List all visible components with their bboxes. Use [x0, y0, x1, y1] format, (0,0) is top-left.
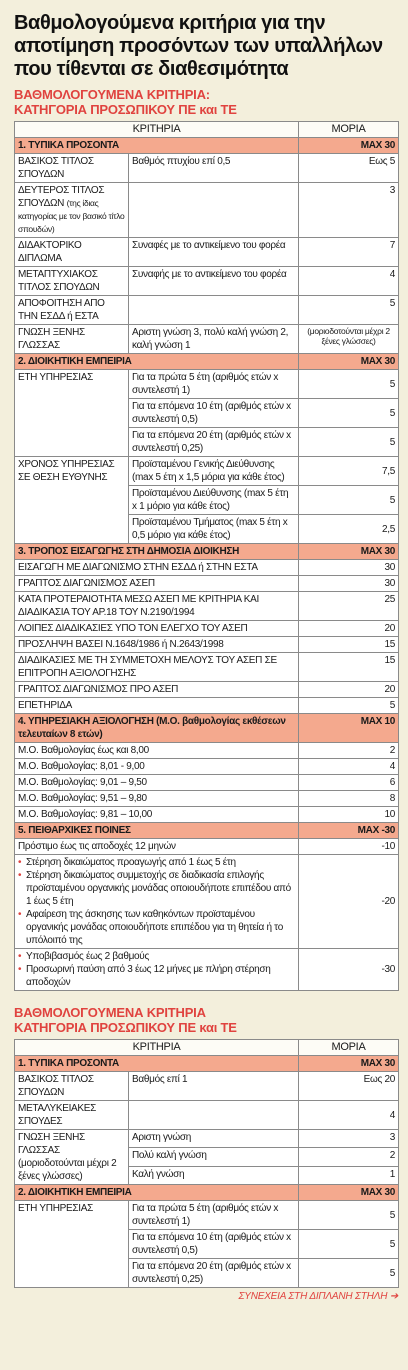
row-description: Για τα επόμενα 20 έτη (αριθμός ετών x συντελεστή 0,25) [129, 428, 299, 457]
row-points: 7 [299, 238, 399, 267]
category-title: 2. ΔΙΟΙΚΗΤΙΚΗ ΕΜΠΕΙΡΙΑ [15, 1185, 299, 1201]
row-label: ΓΝΩΣΗ ΞΕΝΗΣ ΓΛΩΣΣΑΣ [15, 325, 129, 354]
table2-heading [14, 1005, 398, 1035]
row-label: Μ.Ο. Βαθμολογίας: 9,51 – 9,80 [15, 791, 299, 807]
table1-heading-line1: ΒΑΘΜΟΛΟΓΟΥΜΕΝΑ ΚΡΙΤΗΡΙΑ: [14, 87, 210, 102]
penalty-item: • Προσωρινή παύση από 3 έως 12 μήνες με πλήρη στέρηση αποδοχών [18, 963, 295, 989]
row-label [15, 183, 129, 238]
row-label: ΛΟΙΠΕΣ ΔΙΑΔΙΚΑΣΙΕΣ ΥΠΟ ΤΟΝ ΕΛΕΓΧΟ ΤΟΥ ΑΣΕΠ [15, 621, 299, 637]
table2-heading-line1: ΒΑΘΜΟΛΟΓΟΥΜΕΝΑ ΚΡΙΤΗΡΙΑ [14, 1005, 206, 1020]
row-label: ΒΑΣΙΚΟΣ ΤΙΤΛΟΣ ΣΠΟΥΔΩΝ [15, 1072, 129, 1101]
row-points: Εως 5 [299, 154, 399, 183]
category-max: MAX 30 [299, 354, 399, 370]
row-description: Για τα επόμενα 20 έτη (αριθμός ετών x συντελεστή 0,25) [129, 1259, 299, 1288]
row-points: (μοριοδοτούνται μέχρι 2 ξένες γλώσσες) [299, 325, 399, 354]
table-row [15, 457, 399, 486]
category-row [15, 1056, 399, 1072]
category-title: 1. ΤΥΠΙΚΑ ΠΡΟΣΟΝΤΑ [15, 138, 299, 154]
row-label: ΔΙΑΔΙΚΑΣΙΕΣ ΜΕ ΤΗ ΣΥΜΜΕΤΟΧΗ ΜΕΛΟΥΣ ΤΟΥ ΑΣΕΠ ΣΕ ΕΠΙΤΡΟΠΗ ΑΞΙΟΛΟΓΗΣΗΣ [15, 653, 299, 682]
row-description: Βαθμός επί 1 [129, 1072, 299, 1101]
category-title: 5. ΠΕΙΘΑΡΧΙΚΕΣ ΠΟΙΝΕΣ [15, 823, 299, 839]
penalty-item: • Υποβιβασμός έως 2 βαθμούς [18, 950, 295, 963]
row-description [129, 296, 299, 325]
row-points: 5 [299, 1201, 399, 1230]
row-points: 5 [299, 486, 399, 515]
row-points: 1 [299, 1166, 399, 1184]
table-row [15, 621, 399, 637]
table-row [15, 1130, 399, 1148]
category-max: MAX 30 [299, 544, 399, 560]
category-title: 3. ΤΡΟΠΟΣ ΕΙΣΑΓΩΓΗΣ ΣΤΗ ΔΗΜΟΣΙΑ ΔΙΟΙΚΗΣΗ [15, 544, 299, 560]
table-row [15, 698, 399, 714]
criteria-table-1 [14, 121, 399, 991]
category-row [15, 823, 399, 839]
row-label: Μ.Ο. Βαθμολογίας: 9,81 – 10,00 [15, 807, 299, 823]
category-row [15, 714, 399, 743]
row-description: Προϊσταμένου Τμήματος (max 5 έτη x 0,5 μόριο για κάθε έτος) [129, 515, 299, 544]
row-label: ΚΑΤΑ ΠΡΟΤΕΡΑΙΟΤΗΤΑ ΜΕΣΩ ΑΣΕΠ ΜΕ ΚΡΙΤΗΡΙΑ ΚΑΙ ΔΙΑΔΙΚΑΣΙΑ ΤΟΥ ΑΡ.18 ΤΟΥ Ν.2190/1994 [15, 592, 299, 621]
category-max: MAX 30 [299, 1056, 399, 1072]
category-row [15, 354, 399, 370]
row-label-text: ΔΕΥΤΕΡΟΣ ΤΙΤΛΟΣ ΣΠΟΥΔΩΝ [18, 185, 105, 209]
table-row [15, 807, 399, 823]
row-points: 4 [299, 759, 399, 775]
category-row [15, 544, 399, 560]
table-row [15, 1101, 399, 1130]
row-label: ΧΡΟΝΟΣ ΥΠΗΡΕΣΙΑΣ ΣΕ ΘΕΣΗ ΕΥΘΥΝΗΣ [15, 457, 129, 544]
row-points: 7,5 [299, 457, 399, 486]
row-label: ΜΕΤΑΛΥΚΕΙΑΚΕΣ ΣΠΟΥΔΕΣ [15, 1101, 129, 1130]
row-points: 3 [299, 1130, 399, 1148]
row-label: ΠΡΟΣΛΗΨΗ ΒΑΣΕΙ Ν.1648/1986 ή Ν.2643/1998 [15, 637, 299, 653]
col-criteria-header: ΚΡΙΤΗΡΙΑ [15, 1040, 299, 1056]
row-label: ΔΙΔΑΚΤΟΡΙΚΟ ΔΙΠΛΩΜΑ [15, 238, 129, 267]
row-description [129, 183, 299, 238]
row-note: (μοριοδοτούνται μέχρι 2 ξένες γλώσσες) [18, 1158, 117, 1182]
row-points: 4 [299, 1101, 399, 1130]
row-label: Μ.Ο. Βαθμολογίας: 8,01 - 9,00 [15, 759, 299, 775]
category-max: MAX -30 [299, 823, 399, 839]
category-row [15, 138, 399, 154]
row-label: ΓΡΑΠΤΟΣ ΔΙΑΓΩΝΙΣΜΟΣ ΑΣΕΠ [15, 576, 299, 592]
category-title: 1. ΤΥΠΙΚΑ ΠΡΟΣΟΝΤΑ [15, 1056, 299, 1072]
row-points: -30 [299, 949, 399, 991]
table2-heading-line2: ΚΑΤΗΓΟΡΙΑ ΠΡΟΣΩΠΙΚΟΥ ΠΕ και ΤΕ [14, 1020, 237, 1035]
row-points: 15 [299, 653, 399, 682]
row-points: 8 [299, 791, 399, 807]
row-description: Βαθμός πτυχίου επί 0,5 [129, 154, 299, 183]
table-row [15, 759, 399, 775]
row-description: Συναφής με το αντικείμενο του φορέα [129, 267, 299, 296]
table1-heading-line2: ΚΑΤΗΓΟΡΙΑ ΠΡΟΣΩΠΙΚΟΥ ΠΕ και ΤΕ [14, 102, 237, 117]
category-max: MAX 10 [299, 714, 399, 743]
row-points: 20 [299, 621, 399, 637]
row-label: ΕΙΣΑΓΩΓΗ ΜΕ ΔΙΑΓΩΝΙΣΜΟ ΣΤΗΝ ΕΣΔΔ ή ΣΤΗΝ ΕΣΤΑ [15, 560, 299, 576]
row-description: Για τα επόμενα 10 έτη (αριθμός ετών x συντελεστή 0,5) [129, 399, 299, 428]
row-points: 5 [299, 428, 399, 457]
row-label: ΒΑΣΙΚΟΣ ΤΙΤΛΟΣ ΣΠΟΥΔΩΝ [15, 154, 129, 183]
table-row [15, 653, 399, 682]
row-points: 10 [299, 807, 399, 823]
penalty-item: • Στέρηση δικαιώματος συμμετοχής σε διαδικασία επιλογής προϊσταμένου οργανικής μονάδας οποιουδήποτε επιπέδου από 1 έως 5 έτη [18, 869, 295, 908]
row-description: Αριστη γνώση [129, 1130, 299, 1148]
row-points: 20 [299, 682, 399, 698]
continue-link[interactable]: ΣΥΝΕΧΕΙΑ ΣΤΗ ΔΙΠΛΑΝΗ ΣΤΗΛΗ ➔ [238, 1291, 398, 1302]
table-row [15, 855, 399, 949]
row-label: Μ.Ο. Βαθμολογίας: 9,01 – 9,50 [15, 775, 299, 791]
table-row [15, 949, 399, 991]
table-row [15, 183, 399, 238]
row-description: Για τα πρώτα 5 έτη (αριθμός ετών x συντελεστή 1) [129, 1201, 299, 1230]
table-row [15, 576, 399, 592]
row-points: 15 [299, 637, 399, 653]
row-label: ΓΡΑΠΤΟΣ ΔΙΑΓΩΝΙΣΜΟΣ ΠΡΟ ΑΣΕΠ [15, 682, 299, 698]
page-title: Βαθμολογούμενα κριτήρια για την αποτίμηση προσόντων των υπαλλήλων που τίθενται σε διαθεσιμότητα [14, 12, 383, 80]
category-title: 2. ΔΙΟΙΚΗΤΙΚΗ ΕΜΠΕΙΡΙΑ [15, 354, 299, 370]
row-description: Καλή γνώση [129, 1166, 299, 1184]
table-row [15, 560, 399, 576]
row-points: 5 [299, 399, 399, 428]
category-max: MAX 30 [299, 138, 399, 154]
category-max: MAX 30 [299, 1185, 399, 1201]
category-title: 4. ΥΠΗΡΕΣΙΑΚΗ ΑΞΙΟΛΟΓΗΣΗ (Μ.Ο. βαθμολογίας εκθέσεων τελευταίων 8 ετών) [15, 714, 299, 743]
col-points-header: ΜΟΡΙΑ [299, 122, 399, 138]
table-row [15, 839, 399, 855]
row-points: 25 [299, 592, 399, 621]
row-points: 2 [299, 743, 399, 759]
row-description: Για τα πρώτα 5 έτη (αριθμός ετών x συντελεστή 1) [129, 370, 299, 399]
row-note: (της ίδιας κατηγορίας με τον βασικό τίτλο σπουδών) [18, 198, 125, 234]
row-label: Μ.Ο. Βαθμολογίας έως και 8,00 [15, 743, 299, 759]
table-row [15, 637, 399, 653]
row-description: Προϊσταμένου Διεύθυνσης (max 5 έτη x 1 μόριο για κάθε έτος) [129, 486, 299, 515]
table-row [15, 791, 399, 807]
row-label: Πρόστιμο έως τις αποδοχές 12 μηνών [15, 839, 299, 855]
table-row [15, 1072, 399, 1101]
row-points: 6 [299, 775, 399, 791]
table-row [15, 325, 399, 354]
col-criteria-header: ΚΡΙΤΗΡΙΑ [15, 122, 299, 138]
row-label-text: ΓΝΩΣΗ ΞΕΝΗΣ ΓΛΩΣΣΑΣ [18, 1132, 85, 1156]
table-row [15, 370, 399, 399]
col-points-header: ΜΟΡΙΑ [299, 1040, 399, 1056]
table-header-row [15, 1040, 399, 1056]
row-points: 30 [299, 560, 399, 576]
table-row [15, 238, 399, 267]
row-description: Προϊσταμένου Γενικής Διεύθυνσης (max 5 έτη x 1,5 μόρια για κάθε έτος) [129, 457, 299, 486]
article [14, 12, 398, 1302]
row-points: 5 [299, 1230, 399, 1259]
table-row [15, 296, 399, 325]
row-points: -20 [299, 855, 399, 949]
row-description: Για τα επόμενα 10 έτη (αριθμός ετών x συντελεστή 0,5) [129, 1230, 299, 1259]
row-label: ΕΠΕΤΗΡΙΔΑ [15, 698, 299, 714]
row-description [129, 1101, 299, 1130]
table-row [15, 682, 399, 698]
row-points: 2,5 [299, 515, 399, 544]
table-row [15, 154, 399, 183]
table1-heading [14, 87, 398, 117]
row-points: Εως 20 [299, 1072, 399, 1101]
row-points: 2 [299, 1148, 399, 1166]
row-points: 3 [299, 183, 399, 238]
row-label: ΜΕΤΑΠΤΥΧΙΑΚΟΣ ΤΙΤΛΟΣ ΣΠΟΥΔΩΝ [15, 267, 129, 296]
penalty-item: • Αφαίρεση της άσκησης των καθηκόντων προϊσταμένου οργανικής μονάδας οποιουδήποτε επιπέδου για τη θητεία ή το υπόλοιπό της [18, 908, 295, 947]
row-points: 5 [299, 698, 399, 714]
row-points: 30 [299, 576, 399, 592]
row-label [15, 1130, 129, 1185]
table-row [15, 1201, 399, 1230]
row-description: Αριστη γνώση 3, πολύ καλή γνώση 2, καλή γνώση 1 [129, 325, 299, 354]
table-row [15, 592, 399, 621]
table-row [15, 743, 399, 759]
penalty-list [15, 949, 299, 991]
row-points: 5 [299, 296, 399, 325]
row-label: ΕΤΗ ΥΠΗΡΕΣΙΑΣ [15, 370, 129, 457]
category-row [15, 1185, 399, 1201]
row-label: ΑΠΟΦΟΙΤΗΣΗ ΑΠΟ ΤΗΝ ΕΣΔΔ ή ΕΣΤΑ [15, 296, 129, 325]
row-label: ΕΤΗ ΥΠΗΡΕΣΙΑΣ [15, 1201, 129, 1288]
row-points: 5 [299, 1259, 399, 1288]
penalty-list [15, 855, 299, 949]
table-row [15, 775, 399, 791]
criteria-table-2 [14, 1039, 399, 1288]
row-points: 5 [299, 370, 399, 399]
row-points: 4 [299, 267, 399, 296]
table-header-row [15, 122, 399, 138]
row-description: Πολύ καλή γνώση [129, 1148, 299, 1166]
penalty-item: • Στέρηση δικαιώματος προαγωγής από 1 έως 5 έτη [18, 856, 295, 869]
table-row [15, 267, 399, 296]
row-description: Συναφές με το αντικείμενο του φορέα [129, 238, 299, 267]
row-points: -10 [299, 839, 399, 855]
